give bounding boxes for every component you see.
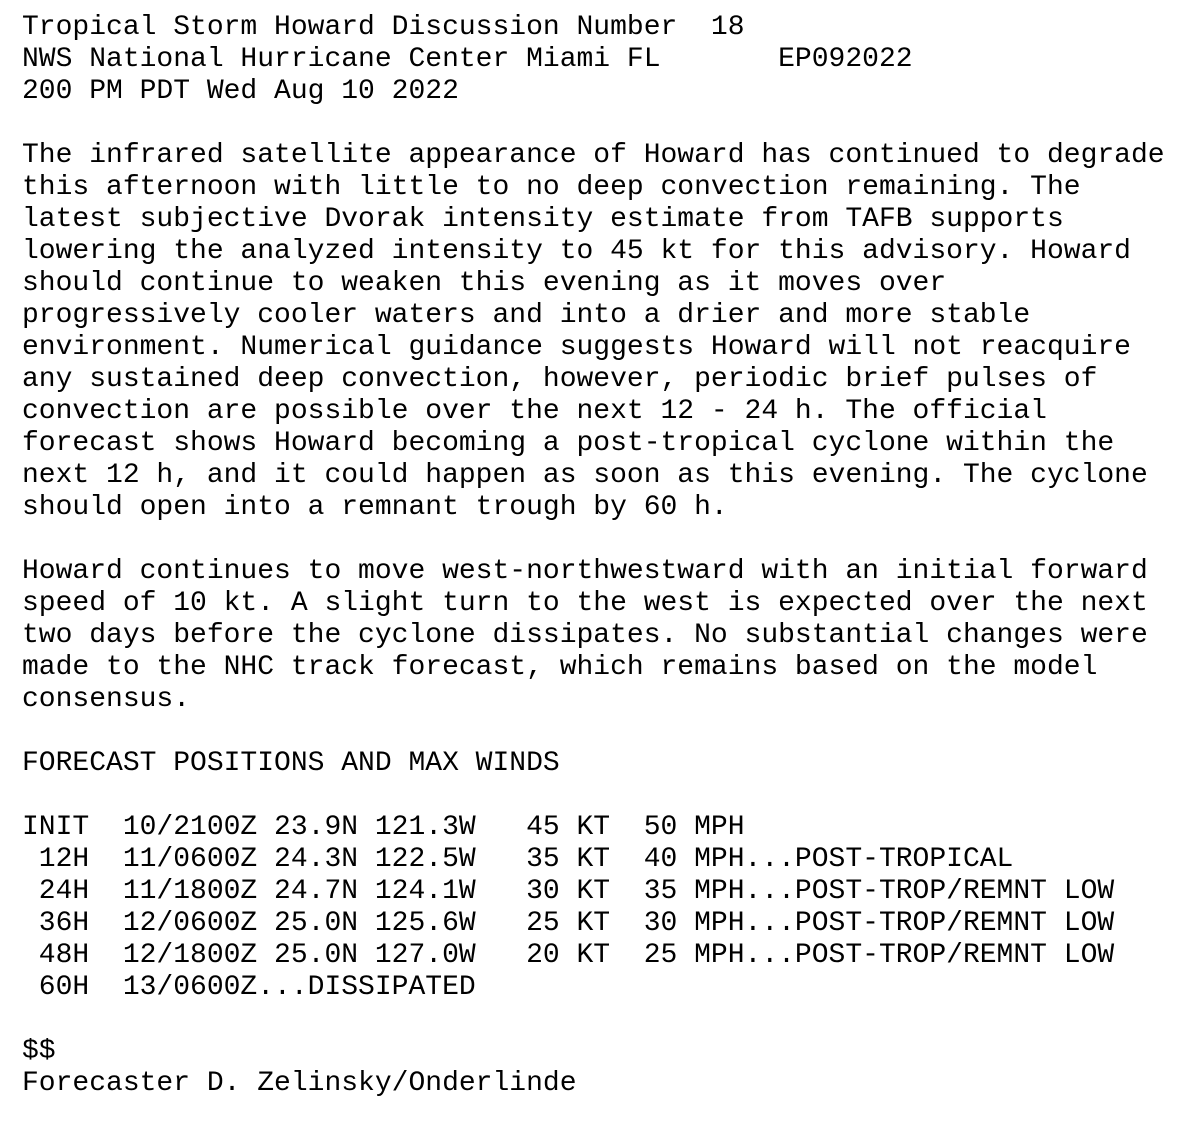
blank-line	[22, 716, 1165, 748]
discussion-paragraph-intensity	[22, 140, 1165, 524]
text-line: two days before the cyclone dissipates. No substantial changes were	[22, 620, 1148, 651]
discussion-paragraph-track	[22, 556, 1165, 716]
text-line: forecast shows Howard becoming a post-tropical cyclone within the	[22, 428, 1115, 459]
text-line: any sustained deep convection, however, periodic brief pulses of	[22, 364, 1098, 395]
text-line: progressively cooler waters and into a drier and more stable	[22, 300, 1031, 331]
text-line: Howard continues to move west-northwestward with an initial forward	[22, 556, 1148, 587]
forecast-row: INIT 10/2100Z 23.9N 121.3W 45 KT 50 MPH	[22, 812, 745, 843]
issuing-office: NWS National Hurricane Center Miami FL EP092022	[22, 44, 913, 75]
forecast-row: 36H 12/0600Z 25.0N 125.6W 25 KT 30 MPH...POST-TROP/REMNT LOW	[22, 908, 1115, 939]
blank-line	[22, 108, 1165, 140]
text-line: speed of 10 kt. A slight turn to the west is expected over the next	[22, 588, 1148, 619]
text-line: latest subjective Dvorak intensity estimate from TAFB supports	[22, 204, 1064, 235]
product-terminator: $$	[22, 1036, 56, 1067]
blank-line	[22, 524, 1165, 556]
forecast-row: 60H 13/0600Z...DISSIPATED	[22, 972, 476, 1003]
forecast-heading: FORECAST POSITIONS AND MAX WINDS	[22, 748, 560, 779]
blank-line	[22, 780, 1165, 812]
blank-line	[22, 1004, 1165, 1036]
text-line: The infrared satellite appearance of Howard has continued to degrade	[22, 140, 1165, 171]
text-line: this afternoon with little to no deep convection remaining. The	[22, 172, 1081, 203]
forecast-row: 48H 12/1800Z 25.0N 127.0W 20 KT 25 MPH...POST-TROP/REMNT LOW	[22, 940, 1115, 971]
forecaster-signature: Forecaster D. Zelinsky/Onderlinde	[22, 1068, 577, 1099]
issue-time: 200 PM PDT Wed Aug 10 2022	[22, 76, 459, 107]
discussion-document	[22, 12, 1165, 1100]
forecast-row: 12H 11/0600Z 24.3N 122.5W 35 KT 40 MPH...POST-TROPICAL	[22, 844, 1014, 875]
text-line: lowering the analyzed intensity to 45 kt for this advisory. Howard	[22, 236, 1131, 267]
text-line: consensus.	[22, 684, 191, 715]
text-line: next 12 h, and it could happen as soon as this evening. The cyclone	[22, 460, 1148, 491]
text-line: convection are possible over the next 12 - 24 h. The official	[22, 396, 1047, 427]
forecast-row: 24H 11/1800Z 24.7N 124.1W 30 KT 35 MPH...POST-TROP/REMNT LOW	[22, 876, 1115, 907]
text-line: made to the NHC track forecast, which remains based on the model	[22, 652, 1098, 683]
text-line: environment. Numerical guidance suggests Howard will not reacquire	[22, 332, 1131, 363]
product-title: Tropical Storm Howard Discussion Number 18	[22, 12, 745, 43]
text-line: should open into a remnant trough by 60 h.	[22, 492, 728, 523]
text-line: should continue to weaken this evening as it moves over	[22, 268, 947, 299]
forecast-table	[22, 812, 1165, 1004]
